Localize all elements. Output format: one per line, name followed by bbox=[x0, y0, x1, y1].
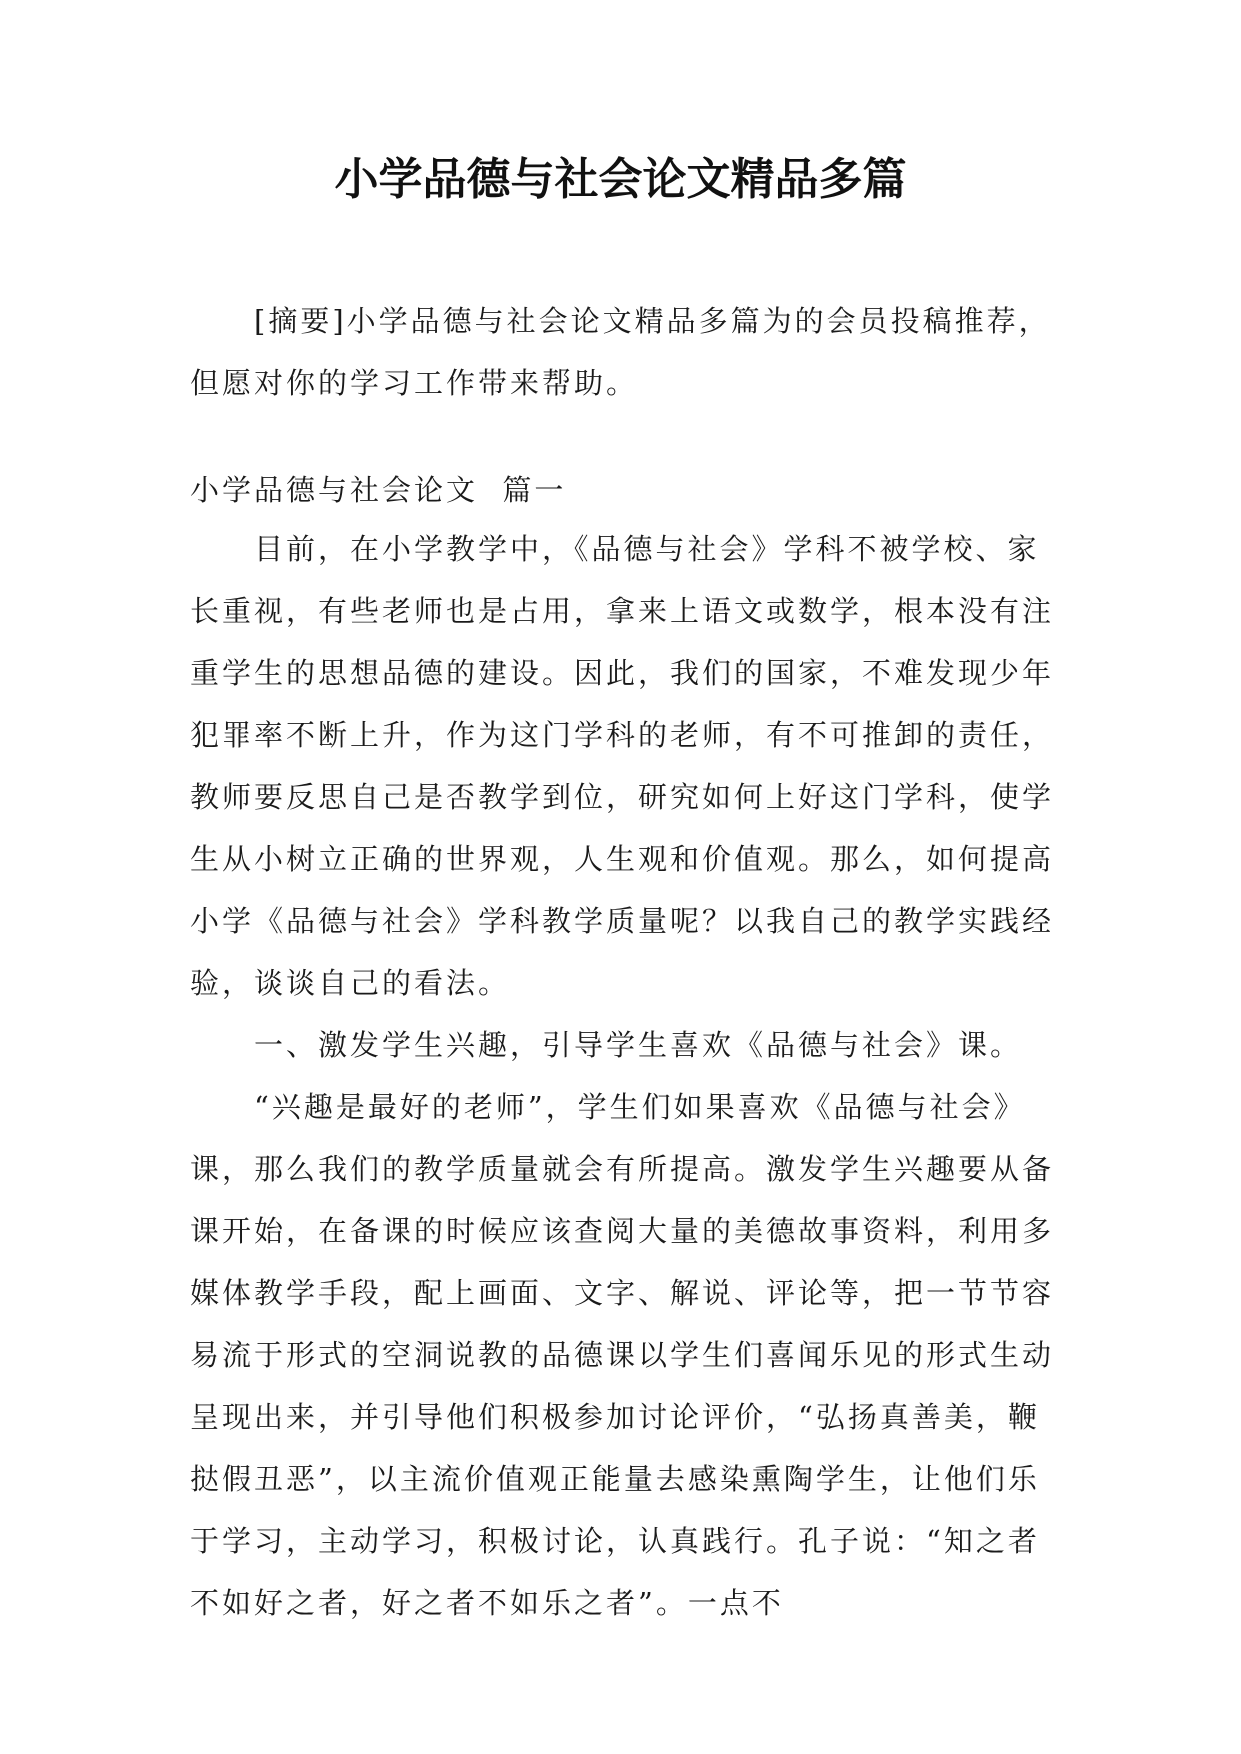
body-paragraph: “兴趣是最好的老师”，学生们如果喜欢《品德与社会》课，那么我们的教学质量就会有所提高。激发学生兴趣要从备课开始，在备课的时候应该查阅大量的美德故事资料，利用多媒体教学手段，配上画面、文字、解说、评论等，把一节节容易流于形式的空洞说教的品德课以学生们喜闻乐见的形式生动呈现出来，并引导他们积极参加讨论评价，“弘扬真善美，鞭挞假丑恶”，以主流价值观正能量去感染熏陶学生，让他们乐于学习，主动学习，积极讨论，认真践行。孔子说：“知之者不如好之者，好之者不如乐之者”。一点不 bbox=[190, 1090, 1055, 1620]
abstract-paragraph: [摘要]小学品德与社会论文精品多篇为的会员投稿推荐，但愿对你的学习工作带来帮助。 bbox=[190, 304, 1051, 400]
article-body bbox=[190, 518, 1070, 1634]
body-paragraph: 目前，在小学教学中，《品德与社会》学科不被学校、家长重视，有些老师也是占用，拿来上语文或数学，根本没有注重学生的思想品德的建设。因此，我们的国家，不难发现少年犯罪率不断上升，作为这门学科的老师，有不可推卸的责任，教师要反思自己是否教学到位，研究如何上好这门学科，使学生从小树立正确的世界观，人生观和价值观。那么，如何提高小学《品德与社会》学科教学质量呢？以我自己的教学实践经验，谈谈自己的看法。 bbox=[190, 532, 1055, 1000]
document-title: 小学品德与社会论文精品多篇 bbox=[334, 154, 907, 205]
body-paragraph: 一、激发学生兴趣，引导学生喜欢《品德与社会》课。 bbox=[254, 1028, 1023, 1062]
section-heading: 小学品德与社会论文 篇一 bbox=[190, 473, 567, 507]
